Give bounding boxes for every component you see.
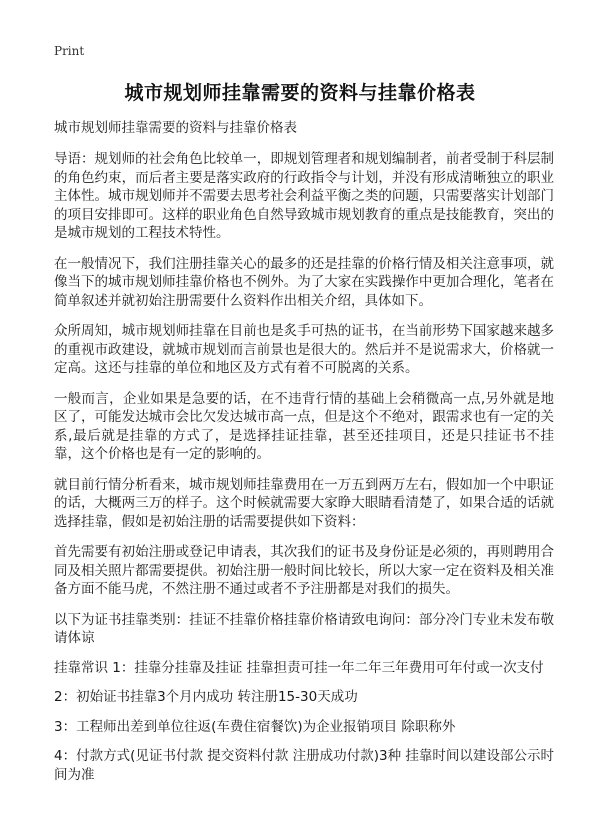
tip-item-3: 3：工程师出差到单位往返(车费住宿餐饮)为企业报销项目 除职称外 [54, 718, 456, 735]
paragraph-required-documents: 首先需要有初始注册或登记申请表，其次我们的证书及身份证是必须的，再则聘用合同及相关照片都需要提供。初始注册一般时间比较长，所以大家一定在资料及相关准备方面不能马虎，不然注册不通过或者不予注册都是对我们的损失。 [54, 544, 554, 597]
paragraph-price-factors: 一般而言，企业如果是急要的话，在不违背行情的基础上会稍微高一点,另外就是地区了，可能发达城市会比欠发达城市高一点，但是这个不绝对，跟需求也有一定的关系,最后就是挂靠的方式了，是选择挂证挂靠，甚至还挂项目，还是只挂证书不挂靠，这个价格也是有一定的影响的。 [54, 390, 554, 462]
tip-item-2: 2：初始证书挂靠3个月内成功 转注册15-30天成功 [54, 689, 358, 705]
print-label: Print [54, 44, 85, 58]
tip-item-4: 4：付款方式(见证书付款 提交资料付款 注册成功付款)3种 挂靠时间以建设部公示时间为准 [54, 748, 554, 783]
paragraph-certificate-categories: 以下为证书挂靠类别：挂证不挂靠价格挂靠价格请致电询问：部分冷门专业未发布敬请体谅 [54, 611, 554, 646]
paragraph-certificate-demand: 众所周知，城市规划师挂靠在目前也是炙手可热的证书，在当前形势下国家越来越多的重视市政建设，就城市规划而言前景也是很大的。然后并不是说需求大，价格就一定高。这还与挂靠的单位和地区及方式有着不可脱离的关系。 [54, 323, 554, 376]
article-body [54, 118, 554, 795]
paragraph-price-concern: 在一般情况下，我们注册挂靠关心的最多的还是挂靠的价格行情及相关注意事项，就像当下的城市规划师挂靠价格也不例外。为了大家在实践操作中更加合理化，笔者在简单叙述并就初始注册需要什么资料作出相关介绍，具体如下。 [54, 255, 554, 309]
intro-paragraph: 导语：规划师的社会角色比较单一，即规划管理者和规划编制者，前者受制于科层制的角色约束，而后者主要是落实政府的行政指令与计划，并没有形成清晰独立的职业主体性。城市规划师并不需要去思考社会利益平衡之类的问题，只需要落实计划部门的项目安排即可。这样的职业角色自然导致城市规划教育的重点是技能教育，突出的是城市规划的工程技术特性。 [54, 151, 554, 241]
paragraph-current-market: 就目前行情分析看来，城市规划师挂靠费用在一万五到两万左右，假如加一个中职证的话，大概两三万的样子。这个时候就需要大家睁大眼睛看清楚了，如果合适的话就选择挂靠，假如是初始注册的话需要提供如下资料： [54, 476, 554, 530]
document-title: 城市规划师挂靠需要的资料与挂靠价格表 [124, 82, 476, 104]
tip-item-1: 挂靠常识 1：挂靠分挂靠及挂证 挂靠担责可挂一年二年三年费用可年付或一次支付 [54, 659, 544, 676]
article-subtitle: 城市规划师挂靠需要的资料与挂靠价格表 [54, 120, 297, 136]
